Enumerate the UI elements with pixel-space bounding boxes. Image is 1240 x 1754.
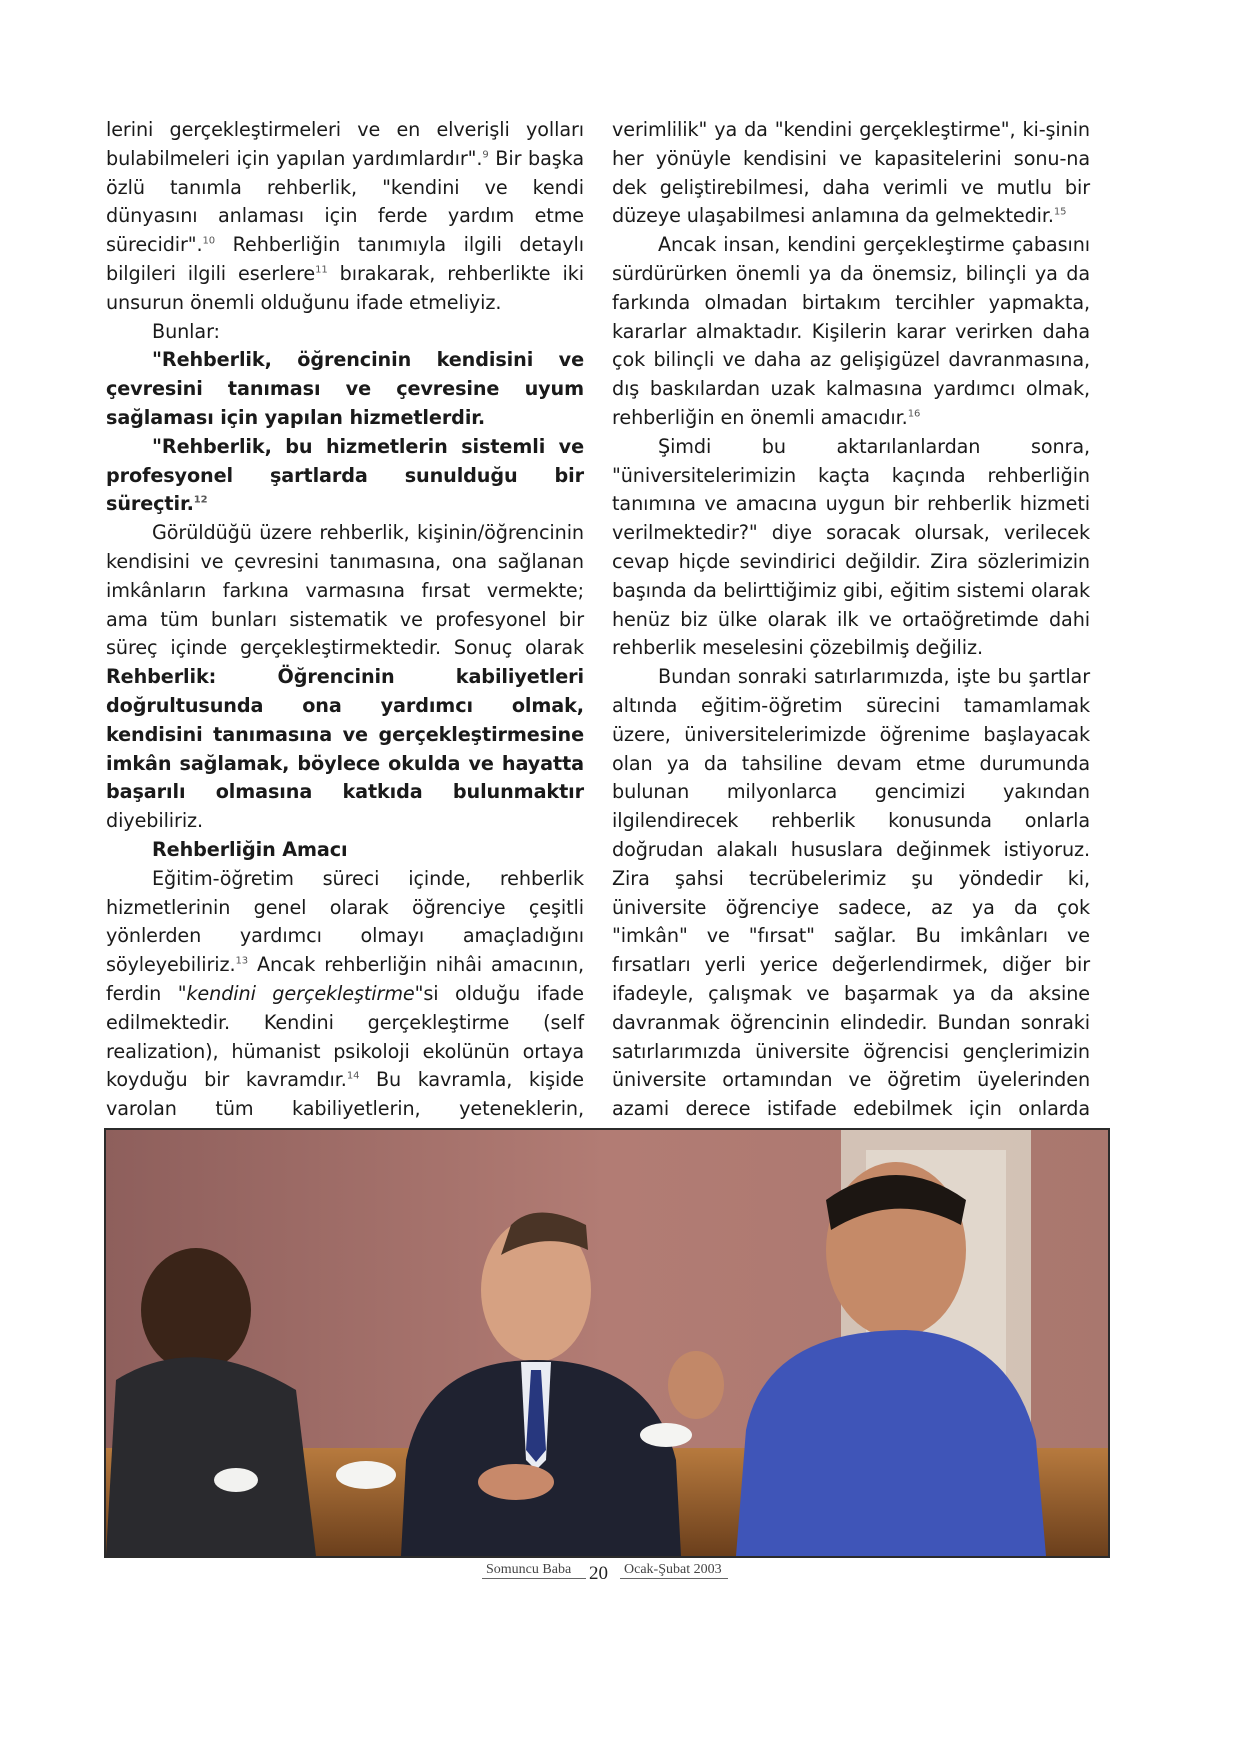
footnote-ref: 16 <box>907 408 921 420</box>
coffee-cup <box>640 1423 692 1447</box>
coffee-cup <box>214 1468 258 1492</box>
photo-illustration <box>106 1130 1108 1556</box>
page-footer <box>482 1562 728 1588</box>
person-left-head <box>141 1248 251 1372</box>
footnote-ref: 10 <box>202 235 216 247</box>
coffee-cup <box>336 1461 396 1489</box>
bunlar-label: Bunlar: <box>152 319 220 343</box>
left-text-column <box>106 116 584 1239</box>
paragraph-definitions: lerini gerçekleştirmeleri ve en elverişli yolları bulabilmeleri için yapılan yardımlardır".$^9$ Bir başka özlü tanımla rehberlik, "kendini ve kendi dünyasını anlaması için ferde yardım etme sürecidir".$^{10}$ Rehberliğin tanımıyla ilgili detaylı bilgileri ilgili eserlere$^{11}$ bırakarak, rehberlikte iki unsurun önemli olduğunu ifade etmeliyiz. <box>106 118 584 314</box>
paragraph-conclusion: Görüldüğü üzere rehberlik, kişinin/öğrencinin kendisini ve çevresini tanımasına, ona sağlanan imkânların farkına varmasına fırsat vermekte; ama tüm bunları sistematik ve profesyonel bir süreç içinde gerçekleştirmektedir. Sonuç olarak Rehberlik: Öğrencinin kabiliyetleri doğrultusunda ona yardımcı olmak, kendisini tanımasına ve gerçekleştirmesine imkân sağlamak, böylece okulda ve hayatta başarılı olmasına katkıda bulunmaktır diyebiliriz. <box>106 521 584 833</box>
quote-definition-2: "Rehberlik, bu hizmetlerin sistemli ve profesyonel şartlarda sunulduğu bir süreçtir.$^{12}$ <box>106 434 584 516</box>
right-text-column <box>612 116 1090 1153</box>
footnote-ref: 15 <box>1053 207 1067 218</box>
footnote-ref: 13 <box>235 955 248 967</box>
paragraph-choices: Ancak insan, kendini gerçekleştirme çabasını sürdürürken önemli ya da önemsiz, bilinçli ya da farkında olmadan birtakım tercihler yapmakta, kararlar almaktadır. Kişilerin karar verirken daha çok bilinçli ve daha az gelişigüzel davranmasına, dış baskılardan uzak kalmasına yardımcı olmak, rehberliğin en önemli amacıdır.$^{16}$ <box>612 233 1090 429</box>
magazine-name: Somuncu Baba <box>486 1562 572 1577</box>
footnote-ref: 11 <box>315 264 328 276</box>
paragraph-purpose: Eğitim-öğretim süreci içinde, rehberlik hizmetlerinin genel olarak öğrenciye çeşitli yönlerden yardımcı olmayı amaçladığını söyleyebiliriz.$^{13}$ Ancak rehberliğin nihâi amacının, ferdin "kendini gerçekleştirme"si olduğu ifade edilmektedir. Kendini gerçekleştirme (self realization), hümanist psikoloji ekolünün ortaya koyduğu bir kavramdır.$^{14}$ Bu kavramla, kişide varolan tüm kabiliyetlerin, yeteneklerin, <box>106 866 584 1121</box>
italic-term: kendini gerçekleştirme <box>186 981 415 1005</box>
footnote-ref: 12 <box>193 494 208 506</box>
gesturing-hand <box>668 1351 724 1419</box>
page-number: 20 <box>589 1563 608 1584</box>
meeting-photo <box>104 1128 1110 1558</box>
paragraph-verimlilik: verimlilik" ya da "kendini gerçekleştirme", ki-şinin her yönüyle kendisini ve kapasitelerini sonu-na dek geliştirebilmesi, daha verimli ve mutlu bir düzeye ulaşabilmesi anlamına da gelmektedir.$^{15}$ <box>612 118 1090 228</box>
footnote-ref: 14 <box>346 1070 360 1082</box>
footer-rule <box>620 1578 728 1579</box>
bold-definition: Rehberlik: Öğrencinin kabiliyetleri doğrultusunda ona yardımcı olmak, kendisini tanımasına ve gerçekleştirmesine imkân sağlamak, böylece okulda ve hayatta başarılı olmasına katkıda bulunmaktır <box>106 665 584 804</box>
issue-date: Ocak-Şubat 2003 <box>624 1562 722 1577</box>
paragraph-next-lines: Bundan sonraki satırlarımızda, işte bu şartlar altında eğitim-öğretim sürecini tamamlamak üzere, üniversitelerimizde öğrenime başlayacak olan ya da tahsiline devam etme durumunda bulunan milyonlarca gencimizi yakından ilgilendirecek rehberlik konusunda onlarla doğrudan alakalı hususlara değinmek istiyoruz. Zira şahsi tecrübelerimiz şu yöndedir ki, üniversite öğrenciye sadece, az ya da çok "imkân" ve "fırsat" sağlar. Bu imkânları ve fırsatları yerli yerice değerlendirmek, diğer bir ifadeyle, çalışmak ve başarmak ya da aksine davranmak öğrencinin elindedir. Bundan sonraki satırlarımızda üniversite öğrencisi gençlerimizin üniversite ortamından ve öğretim üyelerinden azami derece istifade edebilmek için onlarda <box>612 665 1090 1121</box>
footer-rule <box>482 1578 586 1579</box>
section-heading: Rehberliğin Amacı <box>152 837 348 861</box>
person-left-body <box>106 1357 316 1556</box>
quote-definition-1: "Rehberlik, öğrencinin kendisini ve çevresini tanıması ve çevresine uyum sağlaması için yapılan hizmetlerdir. <box>106 348 584 429</box>
footnote-ref: 9 <box>482 149 489 161</box>
paragraph-universities: Şimdi bu aktarılanlardan sonra, "üniversitelerimizin kaçta kaçında rehberliğin tanımına ve amacına uygun bir rehberlik hizmeti verilmektedir?" diye soracak olursak, verilecek cevap hiçde sevindirici değildir. Zira sözlerimizin başında da belirttiğimiz gibi, eğitim sistemi olarak henüz biz ülke olarak ilk ve ortaöğretimde dahi rehberlik meselesini çözebilmiş değiliz. <box>612 434 1090 660</box>
